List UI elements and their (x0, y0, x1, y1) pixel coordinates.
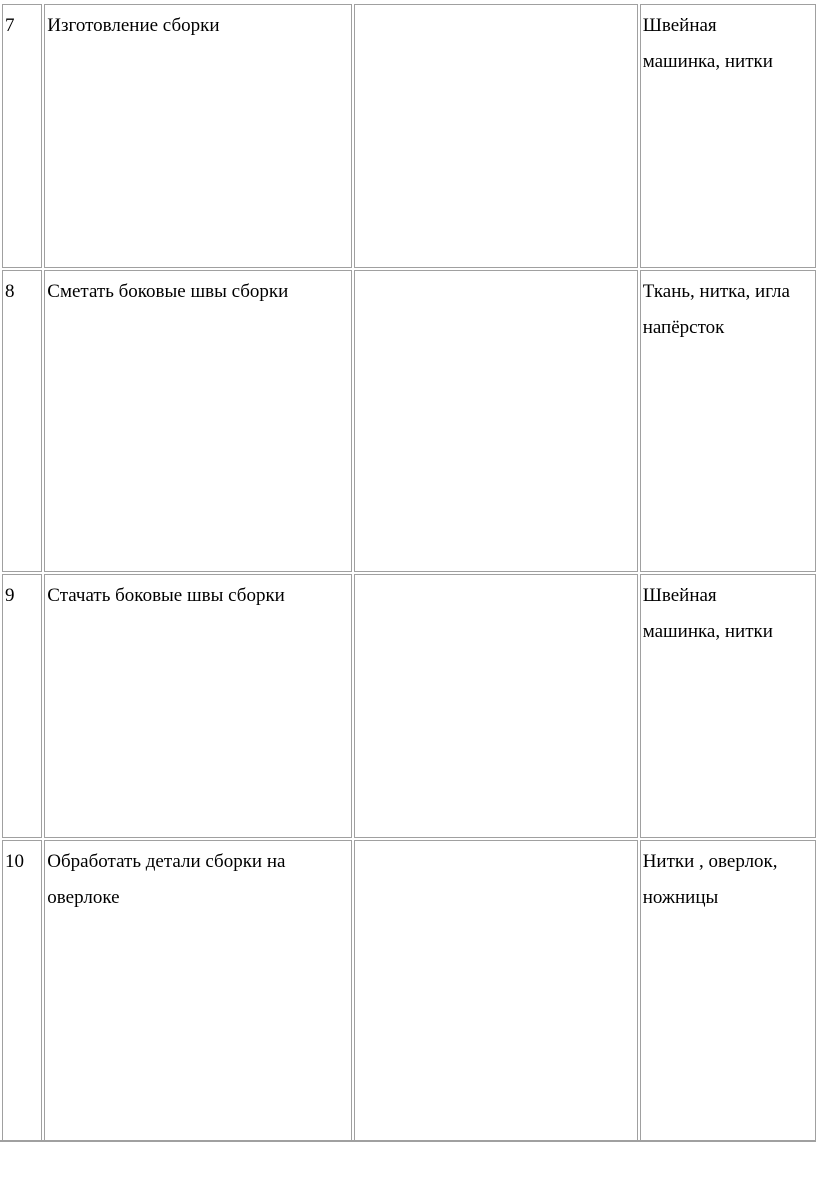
tools-line: ножницы (642, 887, 719, 908)
tools-cell (640, 574, 816, 838)
tools-line: Швейная (642, 585, 717, 606)
tools-line: машинка, нитки (642, 51, 773, 72)
table-row (2, 270, 816, 572)
table-row (2, 574, 816, 838)
operation-cell: Стачать боковые швы сборки (44, 574, 351, 838)
illustration-cell (354, 4, 638, 268)
table-row (2, 840, 816, 1142)
illustration-cell (354, 840, 638, 1142)
operation-cell: Изготовление сборки (44, 4, 351, 268)
table-row (2, 4, 816, 268)
step-number-cell: 8 (2, 270, 42, 572)
illustration-cell (354, 270, 638, 572)
tools-line: Швейная (642, 15, 717, 36)
tools-cell (640, 840, 816, 1142)
operation-cell: Сметать боковые швы сборки (44, 270, 351, 572)
tools-line: машинка, нитки (642, 621, 773, 642)
tools-line: Ткань, нитка, игла (642, 281, 790, 302)
operation-cell: Обработать детали сборки на оверлоке (44, 840, 351, 1142)
step-number-cell: 7 (2, 4, 42, 268)
table-bottom-border (0, 1140, 816, 1142)
tools-line: Нитки , оверлок, (642, 851, 778, 872)
tools-cell (640, 4, 816, 268)
illustration-cell (354, 574, 638, 838)
tools-line: напёрсток (642, 317, 725, 338)
tools-cell (640, 270, 816, 572)
step-number-cell: 9 (2, 574, 42, 838)
step-number-cell: 10 (2, 840, 42, 1142)
technology-table (0, 2, 816, 1144)
